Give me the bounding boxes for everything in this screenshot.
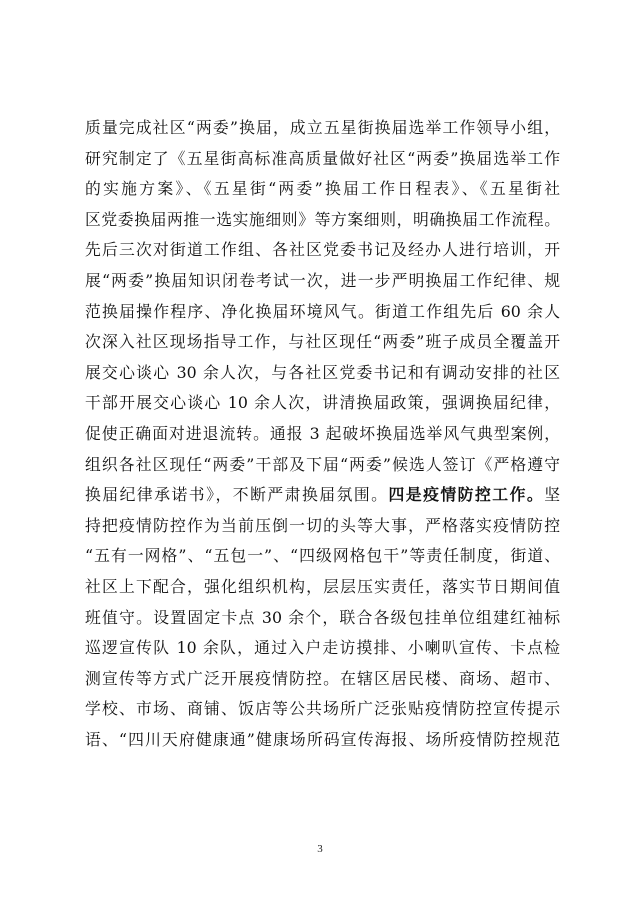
text-line: 促使正确面对进退流转。通报 3 起破坏换届选举风气典型案例，: [85, 423, 560, 443]
text-line: 社区上下配合，强化组织机构，层层压实责任，落实节日期间值: [85, 576, 560, 596]
text-line: 班值守。设置固定卡点 30 余个，联合各级包挂单位组建红袖标: [85, 607, 560, 627]
text-line: 区党委换届两推一选实施细则》等方案细则，明确换届工作流程。: [85, 209, 560, 229]
text-line: 展交心谈心 30 余人次，与各社区党委书记和有调动安排的社区: [85, 362, 560, 382]
text-segment: 换届纪律承诺书》，不断严肃换届氛围。: [85, 485, 389, 505]
text-line: “五有一网格”、“五包一”、“四级网格包干”等责任制度，街道、: [85, 546, 560, 566]
text-segment: 坚: [544, 485, 560, 505]
text-line: 质量完成社区“两委”换届，成立五星街换届选举工作领导小组，: [85, 118, 560, 137]
text-line: 巡逻宣传队 10 余队，通过入户走访摸排、小喇叭宣传、卡点检: [85, 638, 560, 658]
text-line: 的实施方案》、《五星街“两委”换届工作日程表》、《五星街社: [85, 179, 560, 199]
text-line-with-heading: [85, 480, 560, 511]
text-line: 测宣传等方式广泛开展疫情防控。在辖区居民楼、商场、超市、: [85, 668, 560, 688]
page-number: 3: [317, 843, 323, 855]
text-line: 范换届操作程序、净化换届环境风气。街道工作组先后 60 余人: [85, 301, 560, 321]
text-line: 先后三次对街道工作组、各社区党委书记及经办人进行培训，开: [85, 240, 560, 260]
text-line: 研究制定了《五星街高标准高质量做好社区“两委”换届选举工作: [85, 148, 560, 168]
inline-heading: 四是疫情防控工作。: [388, 485, 545, 505]
text-line: 组织各社区现任“两委”干部及下届“两委”候选人签订《严格遵守: [85, 454, 560, 474]
text-line: 次深入社区现场指导工作，与社区现任“两委”班子成员全覆盖开: [85, 332, 560, 352]
text-line: 持把疫情防控作为当前压倒一切的头等大事，严格落实疫情防控: [85, 515, 560, 535]
text-line: 语、“四川天府健康通”健康场所码宣传海报、场所疫情防控规范: [85, 729, 560, 749]
text-line: 展“两委”换届知识闭卷考试一次，进一步严明换届工作纪律、规: [85, 270, 560, 290]
text-line: 学校、市场、商铺、饭店等公共场所广泛张贴疫情防控宣传提示: [85, 699, 560, 719]
body-text: [85, 113, 560, 755]
text-line: 干部开展交心谈心 10 余人次，讲清换届政策，强调换届纪律，: [85, 393, 560, 413]
